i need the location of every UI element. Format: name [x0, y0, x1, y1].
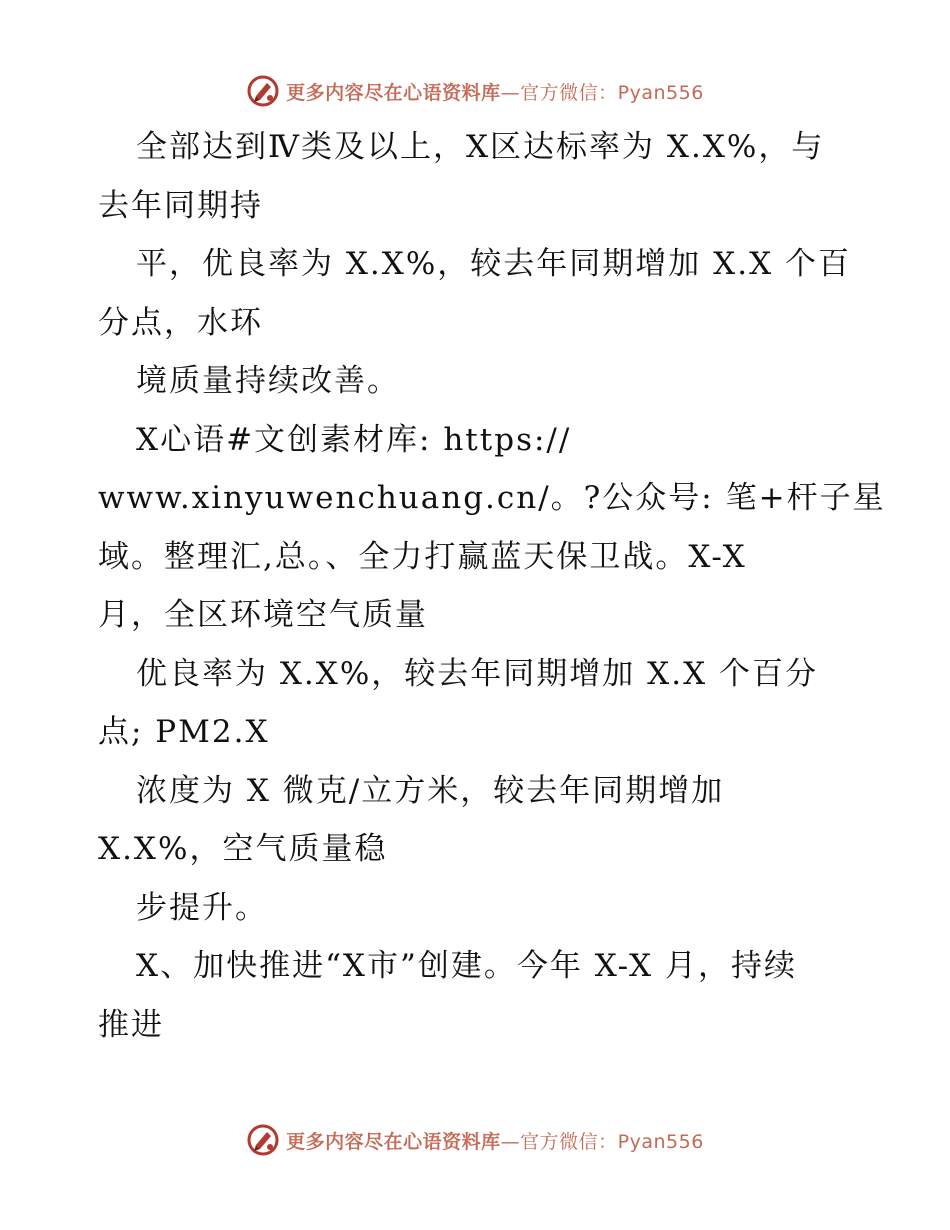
footer-banner	[0, 1120, 950, 1160]
body-line: 去年同期持	[98, 187, 263, 224]
body-line: 境质量持续改善。	[136, 363, 400, 399]
body-line: 分点，水环	[98, 304, 263, 341]
body-line: 月，全区环境空气质量	[98, 597, 428, 633]
body-line: X心语#文创素材库: https://	[136, 421, 572, 458]
body-line: X.X%，空气质量稳	[98, 831, 388, 867]
body-line: 步提升。	[136, 889, 268, 926]
body-line: 优良率为 X.X%，较去年同期增加 X.X 个百分	[136, 655, 819, 692]
body-line: 点; PM2.X	[98, 714, 270, 750]
body-line: 推进	[98, 1006, 164, 1043]
header-banner-text	[286, 78, 704, 105]
footer-banner-lead: 更多内容尽在心语资料库	[286, 1130, 501, 1153]
brand-logo-icon	[246, 74, 280, 108]
body-line: www.xinyuwenchuang.cn/。?公众号: 笔+杆子星	[98, 480, 886, 516]
header-banner	[0, 71, 950, 111]
header-banner-tail: —官方微信：Pyan556	[500, 81, 704, 104]
body-line: 平，优良率为 X.X%，较去年同期增加 X.X 个百	[136, 246, 852, 282]
brand-logo-icon	[246, 1123, 280, 1157]
body-line: 浓度为 X 微克/立方米，较去年同期增加	[136, 772, 725, 809]
body-line: 全部达到Ⅳ类及以上，X区达标率为 X.X%，与	[136, 129, 825, 165]
body-line: 域。整理汇,总。、全力打赢蓝天保卫战。X-X	[98, 538, 747, 575]
header-banner-lead: 更多内容尽在心语资料库	[286, 81, 501, 104]
footer-banner-tail: —官方微信：Pyan556	[500, 1130, 704, 1153]
document-body	[98, 118, 886, 1054]
footer-banner-text	[286, 1127, 704, 1154]
body-line: X、加快推进“X市”创建。今年 X-X 月，持续	[136, 948, 797, 984]
